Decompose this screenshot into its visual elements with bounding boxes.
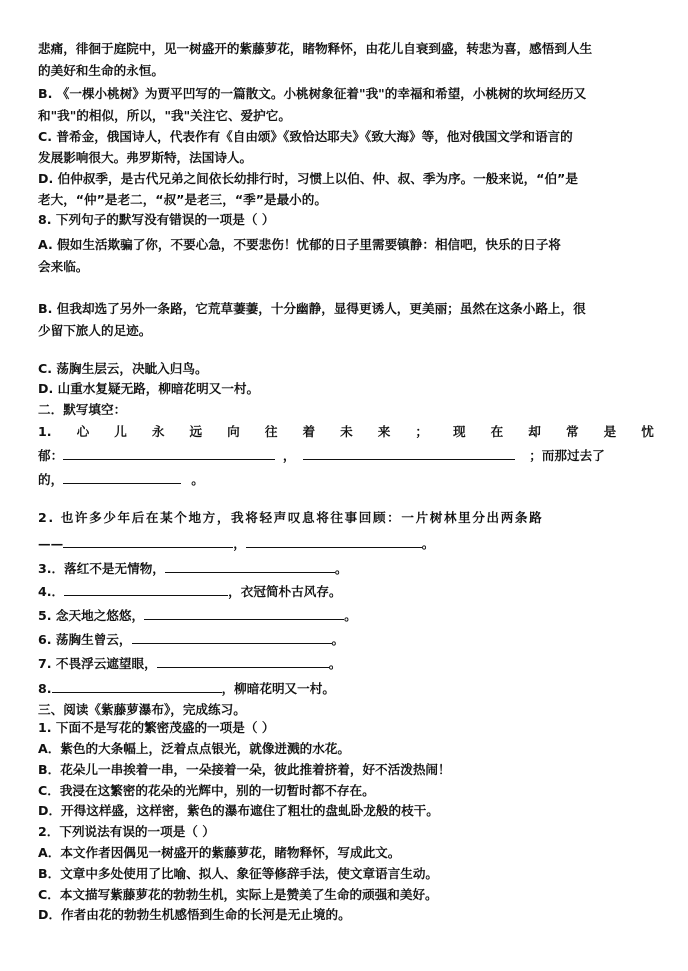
blank-field[interactable]	[157, 655, 329, 668]
text-line: 会来临。	[38, 259, 89, 274]
fill-blank-q4	[38, 583, 654, 600]
label: 7. 不畏浮云遮望眼，	[38, 656, 157, 671]
option-a-text: A．紫色的大条幅上，泛着点点银光，就像迸溅的水花。	[38, 741, 350, 756]
option-d-text: D．作者由花的勃勃生机感悟到生命的长河是无止境的。	[38, 907, 351, 922]
label: 。	[331, 632, 345, 647]
question-2: 2．下列说法有误的一项是（ ）	[38, 824, 215, 839]
fill-blank-q2: 2. 也许多少年后在某个地方，我将轻声叹息将往事回顾：一片树林里分出两条路	[38, 510, 544, 525]
label: 。	[334, 561, 348, 576]
text-line: 的美好和生命的永恒。	[38, 63, 164, 78]
label: ，	[282, 448, 296, 463]
blank-field[interactable]	[303, 447, 515, 460]
question-1: 1. 下面不是写花的繁密茂盛的一项是（ ）	[38, 720, 275, 735]
blank-field[interactable]	[63, 535, 233, 548]
char: 未	[340, 424, 353, 439]
fill-blank-line-1	[38, 424, 654, 440]
fill-blank-line	[38, 535, 654, 552]
char: 心	[76, 424, 90, 439]
blank-field[interactable]	[63, 471, 181, 484]
char: 往	[264, 424, 278, 439]
option-d-text: D. 山重水复疑无路，柳暗花明又一村。	[38, 381, 260, 396]
char: 现	[453, 424, 466, 439]
char: 向	[227, 424, 240, 439]
fill-blank-q6	[38, 631, 654, 648]
fill-blank-q3	[38, 560, 654, 577]
blank-field[interactable]	[165, 560, 335, 573]
section-heading: 二．默写填空：	[38, 402, 127, 417]
label: 6. 荡胸生曾云，	[38, 632, 132, 647]
char: 在	[490, 424, 504, 439]
label: 5. 念天地之悠悠，	[38, 608, 145, 623]
option-b-text: B. 《一棵小桃树》为贾平凹写的一篇散文。小桃树象征着"我"的幸福和希望，小桃树的坎坷经历又	[38, 86, 587, 101]
option-b-text: B. 但我却选了另外一条路，它荒草萋萋，十分幽静，显得更诱人，更美丽；虽然在这条小路上，很	[38, 301, 586, 316]
fill-blank-line-2	[38, 447, 654, 464]
option-a-text: A. 假如生活欺骗了你，不要心急，不要悲伤！忧郁的日子里需要镇静：相信吧，快乐的日子将	[38, 237, 561, 252]
label: 。	[328, 656, 342, 671]
label: ——	[38, 536, 64, 551]
fill-blank-q7	[38, 655, 654, 672]
option-b-text: B．文章中多处使用了比喻、拟人、象征等修辞手法，使文章语言生动。	[38, 866, 439, 881]
label: 8.	[38, 681, 52, 696]
option-c-text: C．本文描写紫藤萝花的勃勃生机，实际上是赞美了生命的顽强和美好。	[38, 887, 438, 902]
text-line: 老大，“仲”是老二，“叔”是老三，“季”是最小的。	[38, 192, 327, 207]
char: 常	[565, 424, 579, 439]
char: ；	[415, 424, 428, 439]
label: ；而那过去了	[529, 448, 605, 463]
blank-field[interactable]	[144, 607, 344, 620]
label: 3.．落红不是无情物，	[38, 561, 165, 576]
text-line: 少留下旅人的足迹。	[38, 323, 152, 338]
label: ，柳暗花明又一村。	[221, 681, 335, 696]
option-c-text: C. 荡胸生层云，决眦入归鸟。	[38, 361, 208, 376]
option-c-text: C. 普希金，俄国诗人，代表作有《自由颂》《致恰达耶夫》《致大海》等，他对俄国文学和语言的	[38, 129, 573, 144]
char: 却	[528, 424, 541, 439]
blank-field[interactable]	[63, 447, 275, 460]
label: 4.．	[38, 584, 65, 599]
text-line: 和"我"的相似，所以，"我"关注它、爱护它。	[38, 108, 291, 123]
blank-field[interactable]	[52, 680, 222, 693]
fill-blank-q5	[38, 607, 654, 624]
char: 远	[189, 424, 203, 439]
char: 儿	[114, 424, 127, 439]
option-a-text: A．本文作者因偶见一树盛开的紫藤萝花，睹物释怀，写成此文。	[38, 845, 401, 860]
label: 郁：	[38, 448, 64, 463]
label: 。	[421, 536, 435, 551]
label: 。	[344, 608, 357, 623]
label: ，衣冠简朴古风存。	[228, 584, 342, 599]
question-8: 8. 下列句子的默写没有错误的一项是（ ）	[38, 212, 275, 227]
label: 的，	[38, 472, 64, 487]
blank-field[interactable]	[64, 583, 228, 596]
section-heading: 三、阅读《紫藤萝瀑布》，完成练习。	[38, 702, 246, 717]
char: 是	[603, 424, 617, 439]
char: 来	[377, 424, 391, 439]
question-number: 1.	[38, 424, 52, 439]
option-d-text: D．开得这样盛，这样密，紫色的瀑布遮住了粗壮的盘虬卧龙般的枝干。	[38, 803, 439, 818]
blank-field[interactable]	[132, 631, 332, 644]
option-b-text: B．花朵儿一串挨着一串，一朵接着一朵，彼此推着挤着，好不活泼热闹！	[38, 762, 451, 777]
option-c-text: C．我浸在这繁密的花朵的光辉中，别的一切暂时都不存在。	[38, 783, 375, 798]
fill-blank-line-3	[38, 471, 654, 488]
fill-blank-q8	[38, 680, 654, 697]
label: 。	[191, 472, 204, 487]
char: 忧	[641, 424, 654, 439]
option-d-text: D. 伯仲叔季，是古代兄弟之间依长幼排行时，习惯上以伯、仲、叔、季为序。一般来说，“伯”是	[38, 171, 578, 186]
blank-field[interactable]	[246, 535, 422, 548]
char: 永	[151, 424, 165, 439]
label: ，	[233, 536, 246, 551]
text-line: 悲痛，徘徊于庭院中，见一树盛开的紫藤萝花，睹物释怀，由花儿自衰到盛，转悲为喜，感悟到人生	[38, 41, 593, 56]
char: 着	[302, 424, 316, 439]
text-line: 发展影响很大。弗罗斯特，法国诗人。	[38, 150, 253, 165]
